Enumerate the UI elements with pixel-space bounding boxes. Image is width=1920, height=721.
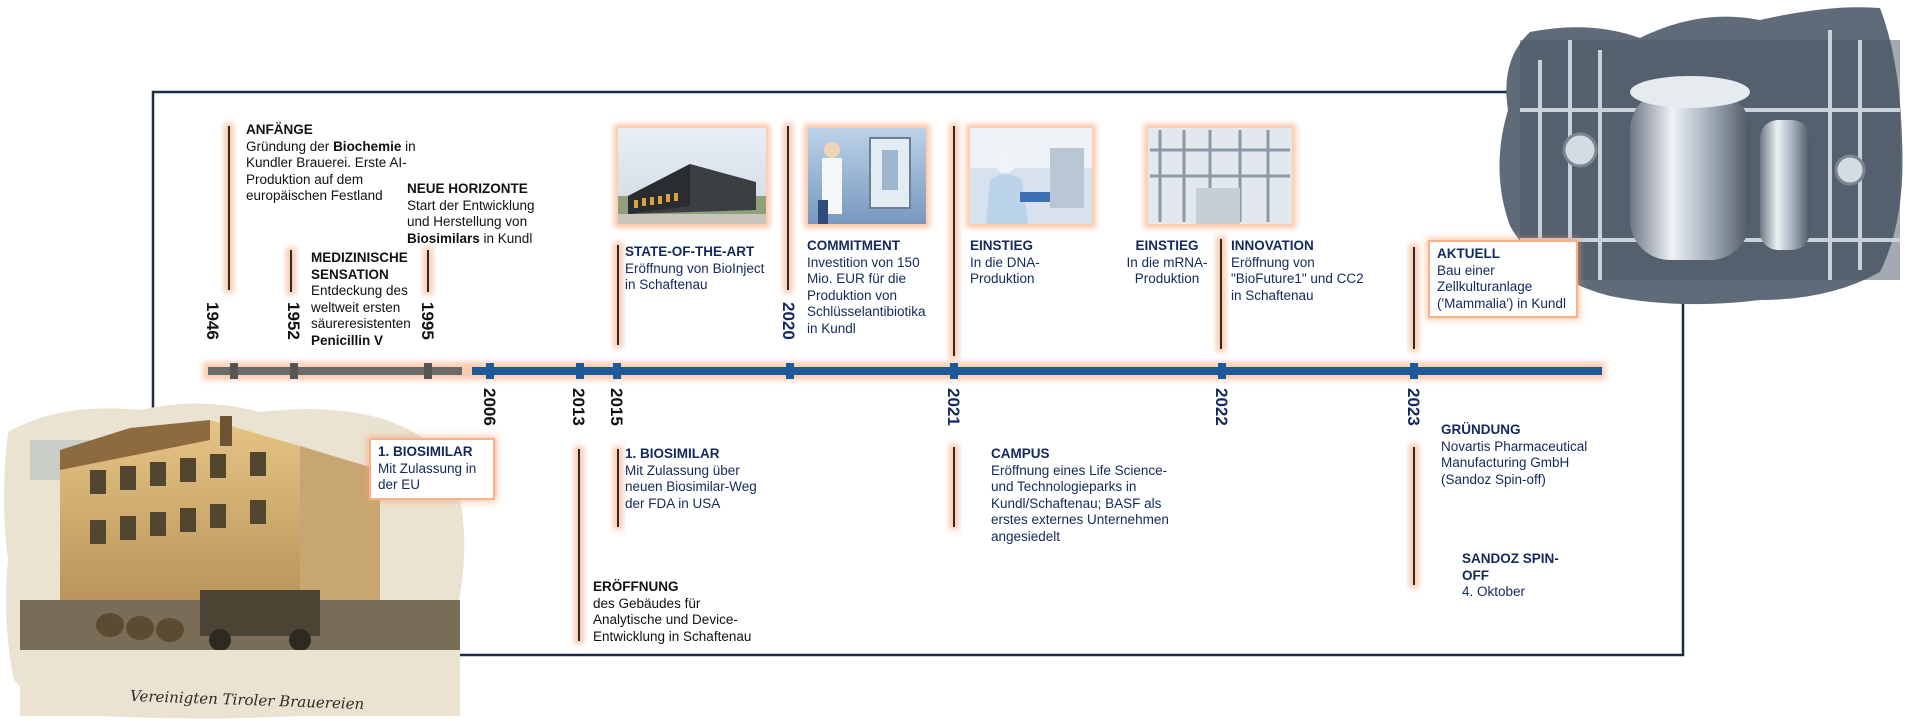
connector-2023b — [1409, 444, 1419, 588]
event-title: 1. BIOSIMILAR — [378, 444, 473, 459]
event-2015-state-of-the-art — [625, 244, 775, 294]
event-title: EINSTIEG — [1135, 238, 1199, 253]
event-2023-spinoff — [1462, 551, 1578, 601]
event-1952 — [311, 250, 419, 349]
event-text: Mit Zulassung in der EU — [378, 460, 477, 492]
year-1946: 1946 — [203, 302, 222, 340]
event-2021-mrna — [1112, 238, 1222, 288]
event-text: In die mRNA-Produktion — [1126, 254, 1208, 286]
event-2020 — [807, 238, 937, 337]
year-1952: 1952 — [284, 302, 303, 340]
event-text: Eröffnung von BioInject in Schaftenau — [625, 260, 765, 292]
event-2023-gruendung — [1441, 422, 1591, 488]
connector-2015a — [613, 242, 623, 348]
event-title: 1. BIOSIMILAR — [625, 446, 720, 461]
brewery-banner-text: Vereinigten Tiroler Brauereien — [129, 686, 365, 714]
event-text: Entdeckung des weltweit ersten säureresistenten — [311, 283, 411, 331]
year-2013: 2013 — [569, 388, 588, 426]
event-text: in Kundl — [479, 230, 533, 246]
event-highlight: Biochemie — [333, 138, 402, 154]
event-1995 — [407, 181, 547, 247]
event-title: GRÜNDUNG — [1441, 422, 1521, 437]
event-2013 — [593, 579, 769, 645]
event-text: In die DNA-Produktion — [970, 254, 1040, 286]
event-title: ANFÄNGE — [246, 122, 313, 137]
connector-2023a — [1409, 244, 1419, 352]
event-text: des Gebäudes für Analytische und Device-Entwicklung in Schaftenau — [593, 595, 752, 644]
event-title: NEUE HORIZONTE — [407, 181, 528, 196]
event-1946 — [246, 122, 426, 205]
event-2021-campus — [991, 446, 1189, 545]
event-text: Novartis Pharmaceutical Manufacturing GmbH (Sandoz Spin-off) — [1441, 438, 1588, 487]
event-title: STATE-OF-THE-ART — [625, 244, 755, 259]
event-title: SANDOZ SPIN-OFF — [1462, 551, 1559, 583]
event-text: 4. Oktober — [1462, 584, 1526, 599]
year-2021: 2021 — [944, 388, 963, 426]
connector-1952 — [286, 247, 296, 295]
year-1995: 1995 — [418, 302, 437, 340]
event-text: Investition von 150 Mio. EUR für die Produktion von Schlüsselantibiotika in Kundl — [807, 254, 926, 336]
photo-bioinject-building — [614, 124, 770, 228]
photo-lab-commitment — [804, 124, 930, 228]
axis-early-segment — [208, 367, 462, 375]
connector-2020 — [783, 123, 793, 293]
connector-2013 — [574, 446, 584, 644]
event-2022 — [1231, 238, 1371, 304]
axis-main-segment — [472, 367, 1602, 375]
event-text: Gründung der — [246, 138, 334, 154]
year-2006: 2006 — [480, 388, 499, 426]
event-title: COMMITMENT — [807, 238, 900, 253]
year-2022: 2022 — [1212, 388, 1231, 426]
event-2015-biosimilar — [625, 446, 775, 512]
photo-mrna-lab — [1144, 124, 1296, 228]
event-text: Eröffnung eines Life Science- und Technologieparks in Kundl/Schaftenau; BASF als erstes externes Unternehmen angesiedelt — [991, 462, 1169, 544]
event-text: Mit Zulassung über neuen Biosimilar-Weg der FDA in USA — [625, 462, 757, 511]
event-title: EINSTIEG — [970, 238, 1034, 253]
photo-dna-lab — [966, 124, 1096, 228]
connector-2021a — [949, 123, 959, 359]
event-2023-aktuell — [1428, 240, 1578, 318]
year-2020: 2020 — [779, 302, 798, 340]
event-title: INNOVATION — [1231, 238, 1314, 253]
timeline-axis — [203, 362, 1605, 380]
year-2023: 2023 — [1404, 388, 1423, 426]
event-highlight: Penicillin V — [311, 332, 384, 348]
event-text: in Kundler Brauerei. Erste AI-Produktion auf dem europäischen Festland — [246, 138, 416, 203]
connector-1946 — [224, 123, 234, 293]
event-title: AKTUELL — [1437, 246, 1500, 261]
event-text: Eröffnung von "BioFuture1" und CC2 in Schaftenau — [1231, 254, 1364, 303]
event-title: ERÖFFNUNG — [593, 579, 679, 594]
connector-2015b — [613, 446, 623, 530]
event-2006 — [369, 438, 495, 500]
event-highlight: Biosimilars — [407, 230, 480, 246]
event-title: CAMPUS — [991, 446, 1050, 461]
event-title: MEDIZINISCHE SENSATION — [311, 250, 408, 282]
connector-2021b — [949, 444, 959, 530]
connector-1995 — [423, 247, 433, 295]
event-text: Bau einer Zellkulturanlage ('Mammalia') in Kundl — [1437, 262, 1566, 311]
event-text: Start der Entwicklung und Herstellung von — [407, 197, 535, 229]
year-2015: 2015 — [607, 388, 626, 426]
event-2021-dna — [970, 238, 1080, 288]
